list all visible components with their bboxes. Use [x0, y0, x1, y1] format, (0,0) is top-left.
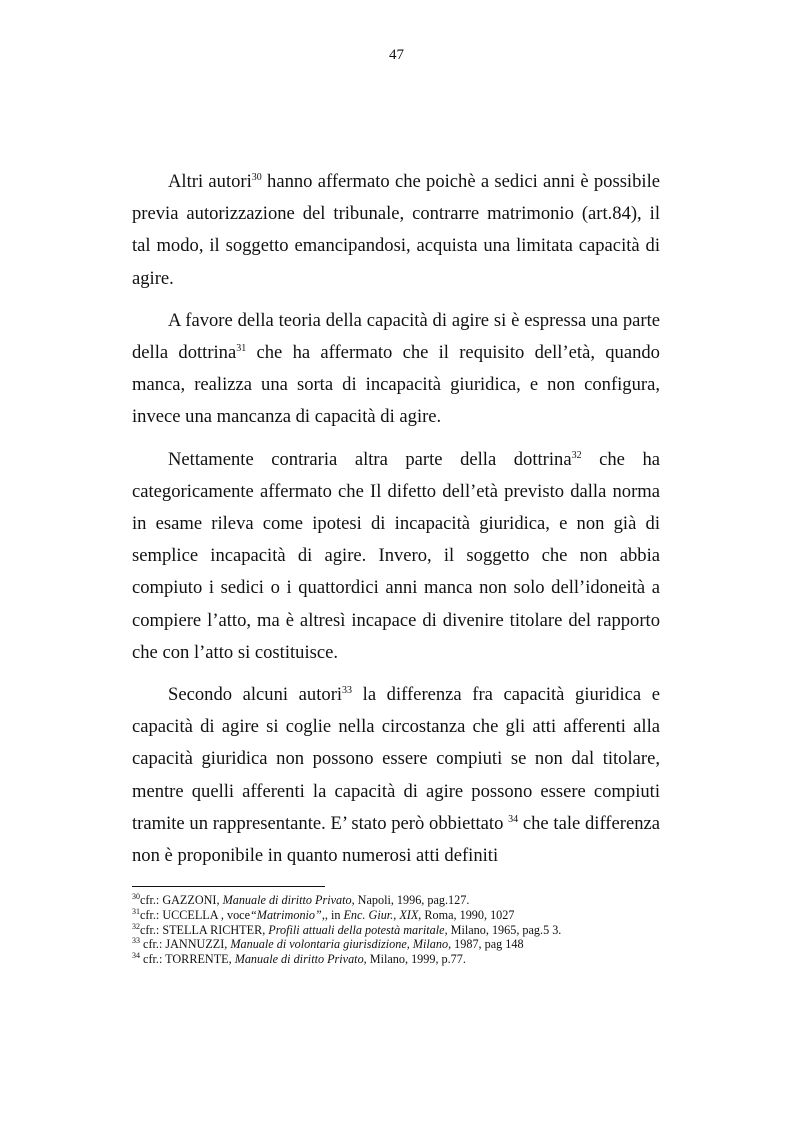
footnote-separator [132, 886, 325, 887]
paragraph-text: che ha affermato che il requisito dell’età, quando manca, realizza una sorta di incapacità giuridica, e non configura, invece una mancanza di capacità di agire. [132, 342, 660, 428]
paragraph-text: Secondo alcuni autori [168, 684, 343, 706]
footnote-title: Profili attuali della potestà maritale [268, 922, 445, 937]
footnote-text: cfr.: STELLA RICHTER, [140, 922, 269, 937]
footnote-title: Manuale di diritto Privato [222, 893, 352, 907]
footnote-number: 34 [132, 951, 140, 961]
footnote-number: 31 [132, 906, 140, 916]
footnote-number: 32 [132, 921, 140, 931]
footnote-text: cfr.: JANNUZZI, [140, 937, 231, 952]
paragraph-text: hanno affermato che poichè a sedici anni è possibile previa autorizzazione del tribunale, contrarre matrimonio (art.84), il tal modo, il soggetto emancipandosi, acquista una limitata capacità di agire. [132, 171, 660, 289]
paragraph-text: Nettamente contraria altra parte della dottrina [168, 448, 572, 470]
footnote-ref-34[interactable]: 34 [508, 813, 519, 825]
footnote-text: cfr.: UCCELLA , voce [140, 907, 251, 922]
footnote-ref-31[interactable]: 31 [236, 342, 247, 354]
footnote-title: Manuale di diritto Privato [234, 952, 364, 967]
paragraph-2 [132, 305, 660, 434]
footnote-text: , 1987, pag 148 [448, 937, 524, 952]
footnote-number: 30 [132, 891, 140, 901]
footnote-text: , Napoli, 1996, pag.127. [351, 893, 470, 907]
footnote-30 [132, 893, 660, 908]
paragraph-4 [132, 679, 660, 872]
paragraph-text: A favore della teoria della capacità di agire si è espressa una parte della dottrina [132, 309, 660, 364]
paragraph-3 [132, 444, 660, 669]
paragraph-text: che ha categoricamente affermato che Il difetto dell’età previsto dalla norma in esame rileva come ipotesi di incapacità giuridica, e non già di semplice incapacità di agire. Invero, il soggetto che non abbia compiuto i sedici o i quattordici anni manca non solo dell’idoneità a compiere l’atto, ma è altresì incapace di divenire titolare del rapporto che con l’atto si costituisce. [132, 448, 660, 663]
paragraph-text: che tale differenza non è proponibile in quanto numerosi atti definiti [132, 812, 660, 867]
footnote-number: 33 [132, 936, 140, 946]
footnote-ref-30[interactable]: 30 [251, 171, 262, 183]
footnote-text: ,, in [321, 907, 344, 922]
footnote-title: “Matrimonio” [250, 907, 322, 922]
footnote-34 [132, 952, 660, 967]
body-text [132, 166, 660, 882]
footnote-33 [132, 937, 660, 952]
footnote-text: cfr.: TORRENTE, [140, 952, 235, 967]
paragraph-text: Altri autori [168, 171, 252, 192]
paragraph-1 [132, 166, 660, 295]
footnote-31 [132, 908, 660, 923]
footnote-text: , Milano, 1965, pag.5 3. [444, 922, 562, 937]
paragraph-text: la differenza fra capacità giuridica e capacità di agire si coglie nella circostanza che gli atti afferenti alla capacità giuridica non possono essere compiuti se non dal titolare, mentre quelli afferenti la capacità di agire possono essere compiuti tramite un rappresentante. E’ stato però obbiettato [132, 684, 660, 834]
page-number: 47 [389, 47, 404, 63]
footnote-ref-33[interactable]: 33 [342, 684, 353, 696]
footnote-text: cfr.: GAZZONI, [140, 893, 223, 907]
footnotes [132, 893, 660, 967]
footnote-text: , Milano, 1999, p.77. [363, 952, 466, 967]
footnote-text: , Roma, 1990, 1027 [418, 907, 515, 922]
footnote-ref-32[interactable]: 32 [571, 449, 582, 461]
footnote-32 [132, 923, 660, 938]
footnote-title: Manuale di volontaria giurisdizione, Milano [230, 937, 449, 952]
footnote-title: Enc. Giur., XIX [343, 907, 419, 922]
